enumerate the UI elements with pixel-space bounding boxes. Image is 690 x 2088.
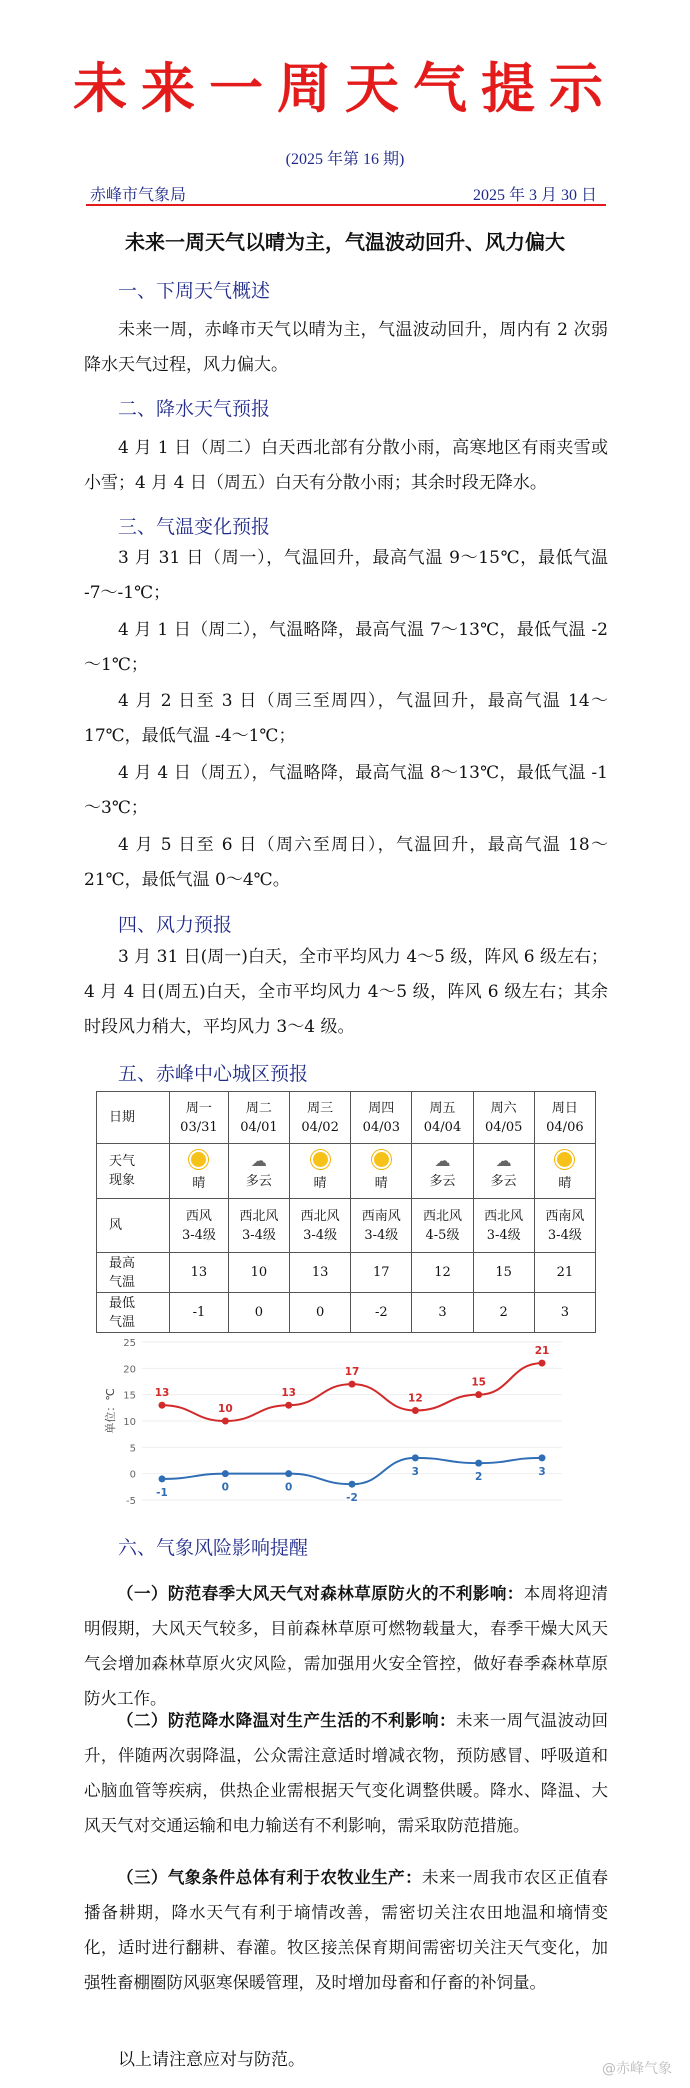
y-tick-label: 10 xyxy=(123,1417,136,1428)
data-label: 0 xyxy=(221,1481,229,1494)
temperature-item: 4 月 5 日至 6 日（周六至周日），气温回升，最高气温 18～21℃，最低气温 0～4℃。 xyxy=(84,835,608,890)
weather-text: 多云 xyxy=(490,1173,517,1189)
risk-item-lead: （三）气象条件总体有利于农牧业生产： xyxy=(117,1868,423,1887)
high-temp: 17 xyxy=(351,1253,412,1293)
table-row-low xyxy=(97,1293,596,1333)
series-line xyxy=(162,1458,542,1484)
section-title-precipitation: 二、降水天气预报 xyxy=(118,398,271,420)
row-label-high: 最高气温 xyxy=(97,1253,170,1293)
data-point xyxy=(349,1481,356,1488)
data-label: 13 xyxy=(281,1387,296,1400)
wind-direction: 西南风 xyxy=(361,1208,401,1224)
data-label: 13 xyxy=(154,1387,170,1400)
day-date: 04/04 xyxy=(423,1119,462,1135)
table-row-wind xyxy=(97,1199,596,1253)
sun-icon xyxy=(557,1152,572,1167)
section-title-temperature: 三、气温变化预报 xyxy=(118,516,271,538)
masthead-title: 未来一周天气提示 xyxy=(73,56,617,120)
sun-icon xyxy=(191,1152,206,1167)
wind-direction: 西风 xyxy=(185,1208,212,1224)
high-temp: 21 xyxy=(534,1253,595,1293)
table-row-high xyxy=(97,1253,596,1293)
y-tick-label: -5 xyxy=(126,1496,136,1507)
data-label: 21 xyxy=(534,1345,550,1358)
day-date: 04/05 xyxy=(484,1119,523,1135)
data-point xyxy=(412,1454,419,1461)
risk-item-text: 未来一周气温波动回升，伴随两次弱降温，公众需注意适时增减衣物，预防感冒、呼吸道和心脑血管等疾病，供热企业需根据天气变化调整供暖。降水、降温、大风天气对交通运输和电力输送有不利影响，需采取防范措施。 xyxy=(84,1711,609,1835)
y-tick-label: 20 xyxy=(123,1364,136,1376)
cloud-icon: ☁ xyxy=(250,1150,267,1170)
data-point xyxy=(475,1460,482,1467)
data-point xyxy=(159,1402,166,1409)
temperature-item: 3 月 31 日（周一），气温回升，最高气温 9～15℃，最低气温 -7～-1℃； xyxy=(84,548,608,603)
weather-text: 晴 xyxy=(313,1176,327,1191)
wind-direction: 西南风 xyxy=(545,1208,585,1224)
data-point xyxy=(539,1454,546,1461)
data-label: 3 xyxy=(411,1465,419,1478)
wind-level: 3-4级 xyxy=(303,1227,338,1243)
closing-remark: 以上请注意应对与防范。 xyxy=(118,2050,305,2070)
headline: 未来一周天气以晴为主，气温波动回升、风力偏大 xyxy=(125,230,565,254)
low-temp: 2 xyxy=(473,1293,534,1333)
wind-level: 3-4级 xyxy=(241,1227,276,1243)
header-divider xyxy=(86,204,606,206)
forecast-table xyxy=(96,1091,596,1333)
high-temp: 13 xyxy=(290,1253,351,1293)
wind-text: 3 月 31 日(周一)白天，全市平均风力 4～5 级，阵风 6 级左右；4 月 4 日(周五)白天，全市平均风力 4～5 级，阵风 6 级左右；其余时段风力稍大，平均风力 3～4 级。 xyxy=(84,947,608,1037)
data-point xyxy=(285,1402,292,1409)
data-point xyxy=(222,1470,229,1477)
low-temp: -2 xyxy=(351,1293,412,1333)
day-week: 周日 xyxy=(551,1100,578,1116)
sun-icon xyxy=(374,1152,389,1167)
watermark: @赤峰气象 xyxy=(602,2061,672,2077)
wind-level: 4-5级 xyxy=(425,1227,460,1243)
day-week: 周一 xyxy=(185,1100,212,1116)
low-temp: 3 xyxy=(534,1293,595,1333)
low-temp: 0 xyxy=(228,1293,289,1333)
wind-direction: 西北风 xyxy=(300,1208,340,1224)
wind-level: 3-4级 xyxy=(181,1227,216,1243)
data-label: 15 xyxy=(471,1376,486,1389)
temperature-item: 4 月 4 日（周五），气温略降，最高气温 8～13℃，最低气温 -1～3℃； xyxy=(84,763,608,818)
data-label: -1 xyxy=(156,1486,168,1499)
data-point xyxy=(159,1475,166,1482)
cloud-icon: ☁ xyxy=(495,1150,512,1170)
data-point xyxy=(222,1418,229,1425)
risk-item xyxy=(84,1703,608,1843)
day-date: 04/01 xyxy=(240,1119,278,1135)
day-date: 04/06 xyxy=(546,1119,584,1135)
data-point xyxy=(539,1360,546,1367)
section-title-risk: 六、气象风险影响提醒 xyxy=(118,1537,309,1559)
temperature-item: 4 月 1 日（周二），气温略降，最高气温 7～13℃，最低气温 -2～1℃； xyxy=(84,620,608,675)
row-label-low: 最低气温 xyxy=(97,1293,170,1333)
data-point xyxy=(285,1470,292,1477)
overview-text: 未来一周，赤峰市天气以晴为主，气温波动回升，周内有 2 次弱降水天气过程，风力偏大。 xyxy=(84,320,608,375)
high-temp: 13 xyxy=(170,1253,229,1293)
high-temp: 12 xyxy=(412,1253,473,1293)
row-label-weather: 天气现象 xyxy=(97,1144,170,1199)
weather-text: 多云 xyxy=(429,1173,456,1189)
wind-level: 3-4级 xyxy=(486,1227,521,1243)
risk-item xyxy=(84,1860,608,2000)
risk-item-text: 未来一周我市农区正值春播备耕期，降水天气有利于墒情改善，需密切关注农田地温和墒情变化，适时进行翻耕、春灌。牧区接羔保育期间需密切关注天气变化，加强牲畜棚圈防风驱寒保暖管理，及时增加母畜和仔畜的补饲量。 xyxy=(84,1868,609,1992)
weather-text: 晴 xyxy=(558,1176,572,1191)
wind-level: 3-4级 xyxy=(364,1227,399,1243)
weather-text: 多云 xyxy=(245,1173,272,1189)
data-label: 2 xyxy=(475,1471,483,1484)
section-title-city-forecast: 五、赤峰中心城区预报 xyxy=(118,1063,309,1085)
day-date: 04/03 xyxy=(362,1119,401,1135)
cloud-icon: ☁ xyxy=(434,1150,451,1170)
data-label: 12 xyxy=(408,1392,423,1405)
day-week: 周三 xyxy=(307,1100,334,1116)
section-title-wind: 四、风力预报 xyxy=(118,914,233,936)
wind-direction: 西北风 xyxy=(422,1208,462,1224)
low-temp: 0 xyxy=(290,1293,351,1333)
precipitation-text: 4 月 1 日（周二）白天西北部有分散小雨，高寒地区有雨夹雪或小雪；4 月 4 日（周五）白天有分散小雨；其余时段无降水。 xyxy=(84,438,608,493)
table-row-date xyxy=(97,1092,596,1144)
day-date: 03/31 xyxy=(180,1119,218,1135)
section-title-overview: 一、下周天气概述 xyxy=(118,280,271,302)
y-tick-label: 25 xyxy=(123,1338,136,1349)
risk-item-lead: （二）防范降水降温对生产生活的不利影响： xyxy=(117,1711,456,1730)
risk-item-lead: （一）防范春季大风天气对森林草原防火的不利影响： xyxy=(117,1584,524,1603)
wind-level: 3-4级 xyxy=(547,1227,582,1243)
day-week: 周二 xyxy=(245,1100,272,1116)
sun-icon xyxy=(313,1152,328,1167)
temperature-line-chart xyxy=(100,1330,580,1520)
row-label-date: 日期 xyxy=(97,1092,170,1144)
data-point xyxy=(349,1381,356,1388)
low-temp: -1 xyxy=(170,1293,229,1333)
data-point xyxy=(412,1407,419,1414)
y-axis-label: 单位：℃ xyxy=(104,1388,117,1434)
y-tick-label: 5 xyxy=(129,1443,136,1455)
issue-number: (2025 年第 16 期) xyxy=(285,151,405,168)
risk-item xyxy=(84,1576,608,1716)
data-label: 0 xyxy=(285,1481,293,1494)
day-week: 周五 xyxy=(429,1100,456,1116)
day-week: 周四 xyxy=(368,1100,395,1116)
y-tick-label: 0 xyxy=(129,1469,136,1481)
day-week: 周六 xyxy=(490,1100,517,1116)
data-label: 3 xyxy=(538,1465,546,1478)
row-label-wind: 风 xyxy=(97,1199,170,1253)
data-label: -2 xyxy=(346,1492,358,1505)
low-temp: 3 xyxy=(412,1293,473,1333)
wind-direction: 西北风 xyxy=(484,1208,524,1224)
weather-text: 晴 xyxy=(192,1176,206,1191)
high-temp: 10 xyxy=(228,1253,289,1293)
high-temp: 15 xyxy=(473,1253,534,1293)
issuing-bureau: 赤峰市气象局 xyxy=(90,185,187,204)
weather-text: 晴 xyxy=(374,1176,388,1191)
risk-item-text: 本周将迎清明假期，大风天气较多，目前森林草原可燃物载量大，春季干燥大风天气会增加森林草原火灾风险，需加强用火安全管控，做好春季森林草原防火工作。 xyxy=(84,1584,609,1708)
data-point xyxy=(475,1391,482,1398)
table-row-weather xyxy=(97,1144,596,1199)
temperature-item: 4 月 2 日至 3 日（周三至周四），气温回升，最高气温 14～17℃，最低气温 -4～1℃； xyxy=(84,691,608,746)
wind-direction: 西北风 xyxy=(239,1208,279,1224)
data-label: 10 xyxy=(218,1403,233,1415)
data-label: 17 xyxy=(344,1366,360,1379)
y-tick-label: 15 xyxy=(123,1390,136,1402)
issue-date: 2025 年 3 月 30 日 xyxy=(472,187,597,204)
day-date: 04/02 xyxy=(301,1119,339,1135)
